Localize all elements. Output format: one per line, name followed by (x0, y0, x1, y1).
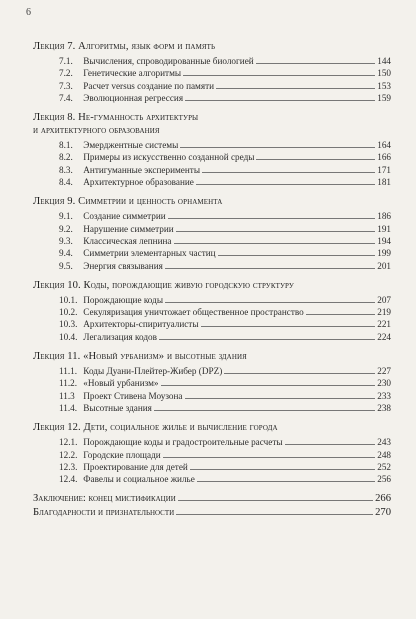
toc-entry-label (59, 235, 172, 247)
leader-line (154, 410, 375, 411)
toc-entry-text: Коды Дуани-Плейтер-Жибер (DPZ) (83, 366, 223, 377)
toc-entry-number: 12.4. (59, 474, 78, 485)
toc-entry-page: 219 (377, 307, 391, 318)
leader-line (178, 500, 373, 501)
toc-entry-number: 8.1. (59, 140, 73, 151)
leader-line (180, 147, 375, 148)
lecture-section (33, 195, 391, 271)
lecture-title-line: Лекция 12. Дети, социальное жилье и вычисление города (33, 422, 278, 434)
toc-entry-number: 9.4. (59, 248, 73, 259)
toc-entry (33, 449, 391, 461)
lecture-section (33, 279, 391, 343)
leader-line (163, 457, 376, 458)
toc-entry (33, 260, 391, 272)
toc-entry-page: 171 (377, 164, 391, 175)
toc-entry-text: Симметрии элементарных частиц (83, 248, 216, 259)
toc-entry-text: Архитекторы-спиритуалисты (83, 319, 199, 330)
toc-entry (33, 67, 391, 79)
toc-entry-text: «Новый урбанизм» (83, 378, 159, 389)
toc-entry-page: 199 (377, 248, 391, 259)
leader-line (183, 75, 375, 76)
toc-entry-text: Создание симметрии (83, 211, 166, 222)
leader-line (306, 314, 375, 315)
toc-entry (33, 223, 391, 235)
toc-entry-label (59, 436, 283, 448)
leader-line (185, 100, 375, 101)
toc-entry-number: 9.1. (59, 211, 73, 222)
toc-entry-page: 233 (377, 390, 391, 401)
toc-entry-page: 256 (377, 474, 391, 485)
toc-entry-label (59, 331, 157, 343)
toc-entry-number: 7.1. (59, 56, 73, 66)
toc-entry-label (59, 318, 199, 330)
page-number: 6 (26, 7, 31, 18)
toc-entry-label (59, 260, 163, 272)
leader-line (202, 172, 375, 173)
toc-entry-text: Примеры из искусственно созданной среды (83, 152, 255, 163)
toc-entry-page: 201 (377, 260, 391, 271)
toc-entry (33, 436, 391, 448)
toc-entry-label (59, 365, 222, 377)
toc-entry-text: Антигуманные эксперименты (83, 164, 200, 175)
lecture-section (33, 40, 391, 104)
toc-entry-label (59, 92, 183, 104)
toc-entry-label (59, 449, 161, 461)
leader-line (285, 444, 376, 445)
leader-line (165, 268, 375, 269)
toc-entry-text: Легализация кодов (83, 331, 157, 342)
closing-entry-title: Благодарности и признательности (33, 507, 175, 519)
toc-entry (33, 55, 391, 67)
lecture-title (33, 279, 391, 292)
toc-entry-page: 230 (377, 378, 391, 389)
toc-entry (33, 164, 391, 176)
toc-entry (33, 377, 391, 389)
toc-entry-number: 8.3. (59, 164, 73, 175)
toc-entry-number: 10.1. (59, 294, 78, 305)
closing-entry-page: 270 (375, 507, 391, 519)
lecture-title-line: Лекция 10. Коды, порождающие живую городскую структуру (33, 279, 294, 291)
leader-line (197, 481, 375, 482)
toc-entry-page: 221 (377, 319, 391, 330)
toc-entry-page: 144 (377, 56, 391, 66)
toc-entry-page: 238 (377, 402, 391, 413)
toc-entry-text: Секуляризация уничтожает общественное пространство (83, 307, 304, 318)
toc-entry-page: 191 (377, 223, 391, 234)
toc-entry-page: 166 (377, 152, 391, 163)
closing-entry (33, 506, 391, 520)
toc-entry (33, 151, 391, 163)
lecture-title (33, 195, 391, 208)
toc-entry-text: Генетические алгоритмы (83, 68, 182, 79)
toc-entry-text: Энергия связывания (83, 260, 163, 271)
toc-entry-text: Нарушение симметрии (83, 223, 174, 234)
leader-line (224, 373, 375, 374)
toc-entry-number: 12.1. (59, 437, 78, 448)
leader-line (196, 184, 375, 185)
toc-entry-number: 10.3. (59, 319, 78, 330)
leader-line (218, 255, 376, 256)
lecture-title (33, 111, 391, 137)
leader-line (256, 159, 375, 160)
toc-entry-text: Проект Стивена Моузона (83, 390, 183, 401)
toc-entry-page: 150 (377, 68, 391, 79)
toc-entry (33, 461, 391, 473)
toc-entry-number: 10.4. (59, 331, 78, 342)
toc-entry-text: Порождающие коды (83, 294, 163, 305)
lecture-section (33, 350, 391, 414)
toc-entry-label (59, 294, 163, 306)
toc-entry (33, 92, 391, 104)
toc-entry (33, 473, 391, 485)
toc-entry (33, 331, 391, 343)
toc-entry-text: Фавелы и социальное жилье (83, 474, 195, 485)
toc-entry (33, 235, 391, 247)
leader-line (190, 469, 375, 470)
toc-entry (33, 402, 391, 414)
toc-entry-text: Эмерджентные системы (83, 140, 179, 151)
toc-entry-number: 12.2. (59, 449, 78, 460)
toc-entry-number: 11.3 (59, 390, 75, 401)
toc-entry-page: 194 (377, 235, 391, 246)
lecture-title-line: Лекция 7. Алгоритмы, язык форм и память (33, 41, 216, 52)
toc-entry-number: 9.2. (59, 223, 73, 234)
toc-entry-page: 243 (377, 437, 391, 448)
toc-entry-label (59, 306, 304, 318)
toc-entry (33, 365, 391, 377)
lecture-title (33, 350, 391, 363)
toc-entry-number: 9.3. (59, 235, 73, 246)
toc-entry-page: 181 (377, 177, 391, 188)
leader-line (174, 243, 376, 244)
toc-entry (33, 139, 391, 151)
toc-entry-number: 11.2. (59, 378, 78, 389)
toc-entry-label (59, 461, 188, 473)
toc-entry-number: 8.4. (59, 177, 73, 188)
toc-entry-label (59, 210, 166, 222)
toc-entry-page: 248 (377, 449, 391, 460)
toc-entry-text: Порождающие коды и градостроительные расчеты (83, 437, 283, 448)
toc-entry-label (59, 377, 159, 389)
toc-entry-label (59, 55, 254, 67)
toc-entry-label (59, 176, 194, 188)
toc-entry-text: Проектирование для детей (83, 461, 188, 472)
toc-entry-label (59, 139, 178, 151)
toc-entry-number: 12.3. (59, 461, 78, 472)
leader-line (216, 88, 375, 89)
toc-entry (33, 390, 391, 402)
leader-line (256, 63, 376, 64)
toc-entry-label (59, 151, 254, 163)
toc-entry-number: 7.4. (59, 92, 73, 103)
toc-entry (33, 306, 391, 318)
toc-entry-page: 252 (377, 461, 391, 472)
lecture-title-line: Лекция 11. «Новый урбанизм» и высотные здания (33, 351, 247, 363)
closing-entry-page: 266 (375, 493, 391, 505)
toc-entry-text: Городские площади (83, 449, 161, 460)
toc-entry (33, 318, 391, 330)
toc-entry-label (59, 402, 152, 414)
toc-entry-page: 224 (377, 331, 391, 342)
toc-entry-label (59, 80, 214, 92)
leader-line (159, 339, 375, 340)
toc-entry-text: Эволюционная регрессия (83, 92, 184, 103)
toc-entry-label (59, 473, 195, 485)
toc-entry-label (59, 247, 216, 259)
table-of-contents (33, 40, 391, 520)
leader-line (176, 514, 373, 515)
toc-entry-label (59, 390, 183, 402)
toc-entry-number: 7.2. (59, 68, 73, 79)
toc-entry-number: 7.3. (59, 80, 73, 91)
lecture-section (33, 421, 391, 485)
leader-line (168, 218, 376, 219)
closing-sections (33, 492, 391, 520)
toc-entry-text: Высотные здания (83, 402, 152, 413)
toc-entry-text: Классическая лепнина (83, 235, 172, 246)
lecture-section (33, 111, 391, 188)
toc-entry-number: 8.2. (59, 152, 73, 163)
toc-entry-text: Вычисления, спроводированные биологией (83, 56, 254, 66)
toc-entry-label (59, 164, 200, 176)
leader-line (201, 326, 376, 327)
closing-entry-title: Заключение: конец мистификации (33, 493, 176, 505)
toc-entry (33, 294, 391, 306)
toc-entry (33, 176, 391, 188)
closing-entry (33, 492, 391, 506)
leader-line (176, 231, 376, 232)
toc-entry-label (59, 67, 181, 79)
toc-entry (33, 247, 391, 259)
toc-entry-page: 153 (377, 80, 391, 91)
toc-entry-number: 10.2. (59, 307, 78, 318)
lecture-title-line: и архитектурного образования (33, 125, 160, 137)
toc-entry-page: 207 (377, 294, 391, 305)
toc-entry (33, 210, 391, 222)
leader-line (185, 398, 376, 399)
leader-line (165, 302, 375, 303)
toc-entry-number: 11.4. (59, 402, 78, 413)
toc-entry-number: 11.1. (59, 366, 78, 377)
toc-entry-label (59, 223, 174, 235)
lecture-title (33, 40, 391, 53)
toc-entry-page: 227 (377, 366, 391, 377)
toc-entry-text: Расчет versus создание по памяти (83, 80, 215, 91)
toc-entry-page: 164 (377, 140, 391, 151)
toc-entry-page: 159 (377, 92, 391, 103)
toc-entry-page: 186 (377, 211, 391, 222)
toc-entry-text: Архитектурное образование (83, 177, 194, 188)
lecture-title-line: Лекция 8. Не-гуманность архитектуры (33, 112, 199, 124)
lecture-title (33, 421, 391, 434)
toc-entry (33, 80, 391, 92)
lecture-title-line: Лекция 9. Симметрии и ценность орнамента (33, 196, 223, 208)
toc-entry-number: 9.5. (59, 260, 73, 271)
leader-line (161, 385, 376, 386)
